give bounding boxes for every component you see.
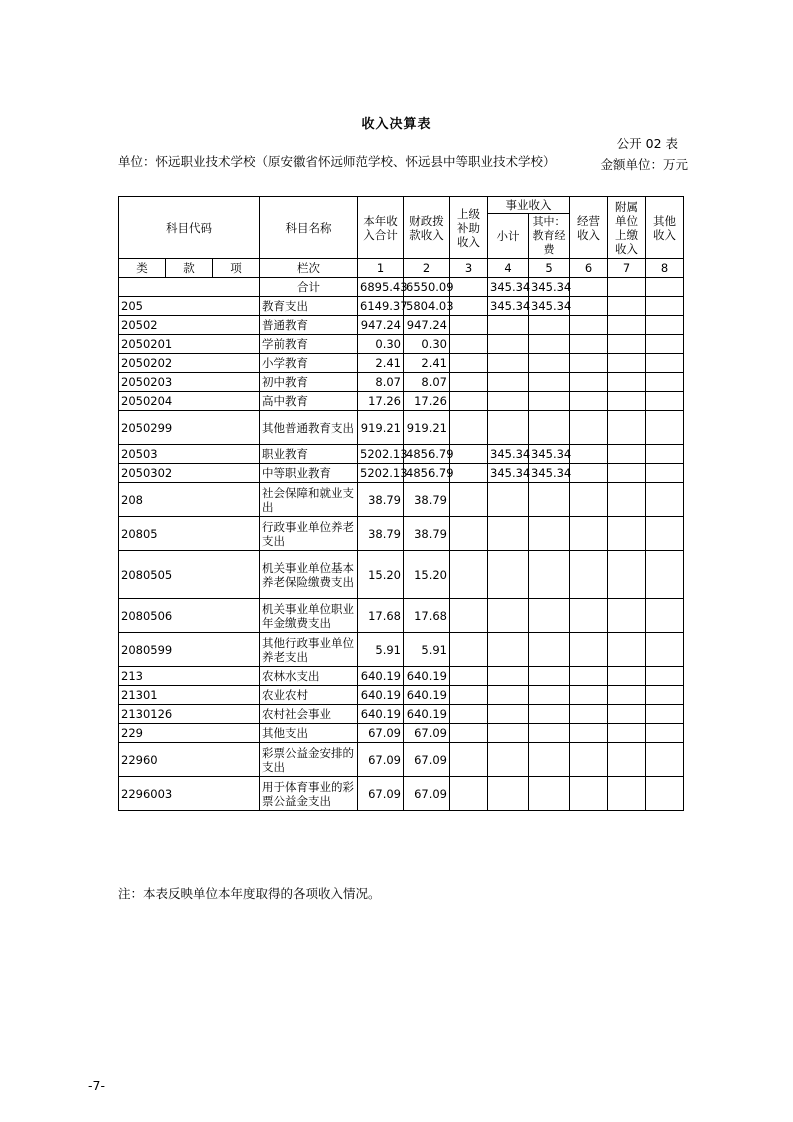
cell-other (646, 686, 684, 705)
cell-other (646, 278, 684, 297)
cell-sub (488, 686, 529, 705)
cell-subject-name: 社会保障和就业支出 (260, 483, 358, 517)
column-number: 2 (404, 259, 450, 278)
cell-edu: 345.34 (529, 445, 570, 464)
cell-total: 947.24 (358, 316, 404, 335)
cell-edu (529, 316, 570, 335)
cell-sub (488, 483, 529, 517)
cell-subject-code: 22960 (119, 743, 260, 777)
table-header-row-1 (119, 197, 684, 214)
cell-affiliated (608, 316, 646, 335)
unit-name-label: 单位：怀远职业技术学校（原安徽省怀远师范学校、怀远县中等职业技术学校） (118, 154, 556, 169)
cell-affiliated (608, 373, 646, 392)
cell-sub (488, 667, 529, 686)
cell-sub (488, 724, 529, 743)
cell-subject-name: 中等职业教育 (260, 464, 358, 483)
table-row (119, 445, 684, 464)
cell-affiliated (608, 445, 646, 464)
cell-subject-name: 行政事业单位养老支出 (260, 517, 358, 551)
column-number: 4 (488, 259, 529, 278)
cell-superior (450, 392, 488, 411)
cell-operating (570, 335, 608, 354)
table-row (119, 464, 684, 483)
page-title: 收入决算表 (361, 117, 432, 132)
cell-edu (529, 599, 570, 633)
cell-total: 5.91 (358, 633, 404, 667)
cell-edu: 345.34 (529, 464, 570, 483)
cell-fiscal: 8.07 (404, 373, 450, 392)
cell-affiliated (608, 392, 646, 411)
cell-edu (529, 724, 570, 743)
cell-other (646, 633, 684, 667)
cell-subject-code: 213 (119, 667, 260, 686)
cell-superior (450, 483, 488, 517)
table-row (119, 335, 684, 354)
cell-subject-name: 机关事业单位职业年金缴费支出 (260, 599, 358, 633)
table-row (119, 724, 684, 743)
cell-superior (450, 354, 488, 373)
header-column-label: 栏次 (260, 259, 358, 278)
cell-operating (570, 667, 608, 686)
cell-subject-code: 20503 (119, 445, 260, 464)
cell-subject-name: 农村社会事业 (260, 705, 358, 724)
page-number: -7- (88, 1078, 105, 1093)
cell-fiscal: 2.41 (404, 354, 450, 373)
cell-total: 17.68 (358, 599, 404, 633)
table-row (119, 667, 684, 686)
cell-subject-code: 20502 (119, 316, 260, 335)
cell-edu (529, 777, 570, 811)
cell-subject-code: 2050201 (119, 335, 260, 354)
cell-affiliated (608, 517, 646, 551)
cell-sub: 345.34 (488, 278, 529, 297)
cell-operating (570, 411, 608, 445)
cell-operating (570, 278, 608, 297)
cell-edu (529, 354, 570, 373)
cell-other (646, 373, 684, 392)
cell-sub (488, 633, 529, 667)
table-row (119, 686, 684, 705)
header-total: 本年收入合计 (358, 197, 404, 259)
column-number: 6 (570, 259, 608, 278)
cell-total: 919.21 (358, 411, 404, 445)
cell-superior (450, 411, 488, 445)
header-other: 其他收入 (646, 197, 684, 259)
cell-fiscal: 15.20 (404, 551, 450, 599)
cell-fiscal: 5.91 (404, 633, 450, 667)
cell-edu (529, 686, 570, 705)
cell-subject-name: 农林水支出 (260, 667, 358, 686)
column-number: 5 (529, 259, 570, 278)
cell-operating (570, 686, 608, 705)
cell-superior (450, 724, 488, 743)
cell-superior (450, 705, 488, 724)
cell-other (646, 464, 684, 483)
cell-edu (529, 373, 570, 392)
cell-other (646, 297, 684, 316)
cell-total: 5202.13 (358, 445, 404, 464)
cell-other (646, 354, 684, 373)
cell-fiscal: 640.19 (404, 686, 450, 705)
table-note: 注：本表反映单位本年度取得的各项收入情况。 (118, 886, 381, 901)
table-row (119, 411, 684, 445)
cell-sub (488, 411, 529, 445)
table-row (119, 517, 684, 551)
cell-edu (529, 551, 570, 599)
cell-operating (570, 392, 608, 411)
cell-operating (570, 445, 608, 464)
cell-superior (450, 667, 488, 686)
cell-fiscal: 919.21 (404, 411, 450, 445)
cell-subject-code: 2130126 (119, 705, 260, 724)
cell-total: 67.09 (358, 743, 404, 777)
cell-subject-code: 21301 (119, 686, 260, 705)
cell-total: 67.09 (358, 724, 404, 743)
column-number: 3 (450, 259, 488, 278)
cell-fiscal: 0.30 (404, 335, 450, 354)
cell-operating (570, 297, 608, 316)
cell-other (646, 483, 684, 517)
column-number: 7 (608, 259, 646, 278)
cell-total: 15.20 (358, 551, 404, 599)
cell-sub (488, 316, 529, 335)
cell-subject-code: 229 (119, 724, 260, 743)
cell-other (646, 777, 684, 811)
cell-edu (529, 705, 570, 724)
table-row (119, 743, 684, 777)
cell-operating (570, 483, 608, 517)
cell-fiscal: 5804.03 (404, 297, 450, 316)
cell-fiscal: 640.19 (404, 667, 450, 686)
cell-other (646, 667, 684, 686)
cell-affiliated (608, 464, 646, 483)
cell-fiscal: 640.19 (404, 705, 450, 724)
cell-subject-name: 用于体育事业的彩票公益金支出 (260, 777, 358, 811)
cell-other (646, 517, 684, 551)
cell-operating (570, 316, 608, 335)
header-business-income: 事业收入 (488, 197, 570, 214)
cell-sub: 345.34 (488, 445, 529, 464)
cell-subject-code: 2050203 (119, 373, 260, 392)
header-fiscal: 财政拨款收入 (404, 197, 450, 259)
header-class: 类 (119, 259, 166, 278)
cell-sub (488, 517, 529, 551)
cell-affiliated (608, 297, 646, 316)
cell-superior (450, 335, 488, 354)
cell-other (646, 599, 684, 633)
cell-affiliated (608, 483, 646, 517)
cell-superior (450, 445, 488, 464)
cell-fiscal: 947.24 (404, 316, 450, 335)
cell-total: 38.79 (358, 483, 404, 517)
cell-fiscal: 67.09 (404, 724, 450, 743)
header-item: 项 (213, 259, 260, 278)
cell-total: 8.07 (358, 373, 404, 392)
cell-subject-name: 其他普通教育支出 (260, 411, 358, 445)
table-row (119, 392, 684, 411)
cell-total: 38.79 (358, 517, 404, 551)
cell-subject-name: 其他支出 (260, 724, 358, 743)
cell-affiliated (608, 551, 646, 599)
cell-fiscal: 67.09 (404, 743, 450, 777)
cell-total: 640.19 (358, 686, 404, 705)
cell-affiliated (608, 411, 646, 445)
table-row (119, 297, 684, 316)
cell-other (646, 335, 684, 354)
cell-sub (488, 373, 529, 392)
cell-subject-code: 2050204 (119, 392, 260, 411)
cell-fiscal: 6550.09 (404, 278, 450, 297)
cell-sub (488, 743, 529, 777)
cell-affiliated (608, 354, 646, 373)
cell-subject-name: 彩票公益金安排的支出 (260, 743, 358, 777)
cell-fiscal: 38.79 (404, 517, 450, 551)
cell-fiscal: 4856.79 (404, 445, 450, 464)
cell-sub: 345.34 (488, 297, 529, 316)
cell-affiliated (608, 335, 646, 354)
cell-affiliated (608, 777, 646, 811)
cell-subject-code: 2050202 (119, 354, 260, 373)
cell-subject-code: 2050299 (119, 411, 260, 445)
cell-subject-code: 2296003 (119, 777, 260, 811)
cell-superior (450, 297, 488, 316)
cell-total: 640.19 (358, 705, 404, 724)
cell-superior (450, 278, 488, 297)
cell-affiliated (608, 667, 646, 686)
table-row (119, 599, 684, 633)
cell-subject-name: 教育支出 (260, 297, 358, 316)
cell-edu (529, 633, 570, 667)
cell-total: 6149.37 (358, 297, 404, 316)
table-row (119, 551, 684, 599)
cell-superior (450, 517, 488, 551)
cell-sub (488, 551, 529, 599)
cell-subject-name: 合计 (260, 278, 358, 297)
cell-superior (450, 316, 488, 335)
cell-edu (529, 335, 570, 354)
table-row (119, 483, 684, 517)
header-section: 款 (166, 259, 213, 278)
header-code-group: 科目代码 (119, 197, 260, 259)
cell-superior (450, 633, 488, 667)
cell-superior (450, 686, 488, 705)
cell-operating (570, 464, 608, 483)
cell-total: 2.41 (358, 354, 404, 373)
table-row (119, 278, 684, 297)
table-row (119, 373, 684, 392)
table-row (119, 705, 684, 724)
cell-superior (450, 464, 488, 483)
cell-other (646, 316, 684, 335)
cell-edu (529, 743, 570, 777)
cell-superior (450, 743, 488, 777)
header-business-edu: 其中：教育经费 (529, 214, 570, 259)
table-header-row-3 (119, 259, 684, 278)
cell-total: 640.19 (358, 667, 404, 686)
cell-operating (570, 354, 608, 373)
cell-subject-code: 208 (119, 483, 260, 517)
cell-total: 0.30 (358, 335, 404, 354)
cell-operating (570, 599, 608, 633)
cell-sub (488, 335, 529, 354)
column-number: 1 (358, 259, 404, 278)
revenue-final-accounts-table (118, 196, 684, 811)
cell-sub (488, 705, 529, 724)
cell-other (646, 445, 684, 464)
table-body (119, 278, 684, 811)
cell-operating (570, 724, 608, 743)
cell-subject-name: 高中教育 (260, 392, 358, 411)
header-affiliated: 附属单位上缴收入 (608, 197, 646, 259)
cell-total: 67.09 (358, 777, 404, 811)
cell-subject-code (119, 278, 260, 297)
cell-other (646, 551, 684, 599)
header-business-sub: 小计 (488, 214, 529, 259)
table-row (119, 316, 684, 335)
cell-subject-code: 20805 (119, 517, 260, 551)
cell-subject-name: 学前教育 (260, 335, 358, 354)
header-operating: 经营收入 (570, 197, 608, 259)
cell-fiscal: 67.09 (404, 777, 450, 811)
cell-fiscal: 4856.79 (404, 464, 450, 483)
cell-superior (450, 777, 488, 811)
cell-edu (529, 517, 570, 551)
cell-other (646, 411, 684, 445)
cell-affiliated (608, 633, 646, 667)
cell-superior (450, 599, 488, 633)
cell-edu (529, 483, 570, 517)
cell-affiliated (608, 705, 646, 724)
cell-subject-code: 2080505 (119, 551, 260, 599)
cell-edu (529, 392, 570, 411)
cell-superior (450, 551, 488, 599)
cell-sub (488, 777, 529, 811)
table-row (119, 354, 684, 373)
cell-sub (488, 599, 529, 633)
cell-total: 5202.13 (358, 464, 404, 483)
cell-subject-name: 职业教育 (260, 445, 358, 464)
cell-subject-code: 2080599 (119, 633, 260, 667)
cell-affiliated (608, 724, 646, 743)
cell-fiscal: 17.26 (404, 392, 450, 411)
cell-subject-name: 其他行政事业单位养老支出 (260, 633, 358, 667)
cell-operating (570, 633, 608, 667)
cell-operating (570, 517, 608, 551)
cell-affiliated (608, 599, 646, 633)
cell-edu: 345.34 (529, 278, 570, 297)
column-number: 8 (646, 259, 684, 278)
cell-fiscal: 17.68 (404, 599, 450, 633)
cell-subject-name: 机关事业单位基本养老保险缴费支出 (260, 551, 358, 599)
cell-sub (488, 354, 529, 373)
cell-subject-code: 2050302 (119, 464, 260, 483)
cell-other (646, 392, 684, 411)
cell-total: 17.26 (358, 392, 404, 411)
cell-operating (570, 743, 608, 777)
cell-subject-code: 205 (119, 297, 260, 316)
header-superior: 上级补助收入 (450, 197, 488, 259)
cell-subject-name: 小学教育 (260, 354, 358, 373)
cell-operating (570, 373, 608, 392)
table-row (119, 777, 684, 811)
cell-affiliated (608, 686, 646, 705)
cell-total: 6895.43 (358, 278, 404, 297)
cell-edu (529, 411, 570, 445)
cell-other (646, 705, 684, 724)
cell-affiliated (608, 743, 646, 777)
cell-subject-name: 初中教育 (260, 373, 358, 392)
cell-sub (488, 392, 529, 411)
cell-superior (450, 373, 488, 392)
cell-edu: 345.34 (529, 297, 570, 316)
amount-unit-label: 金额单位：万元 (600, 157, 688, 172)
cell-operating (570, 777, 608, 811)
cell-other (646, 743, 684, 777)
cell-affiliated (608, 278, 646, 297)
table-row (119, 633, 684, 667)
cell-subject-name: 普通教育 (260, 316, 358, 335)
cell-other (646, 724, 684, 743)
header-name: 科目名称 (260, 197, 358, 259)
cell-edu (529, 667, 570, 686)
cell-fiscal: 38.79 (404, 483, 450, 517)
cell-subject-code: 2080506 (119, 599, 260, 633)
cell-sub: 345.34 (488, 464, 529, 483)
cell-operating (570, 551, 608, 599)
form-code-label: 公开 02 表 (616, 136, 678, 151)
cell-operating (570, 705, 608, 724)
cell-subject-name: 农业农村 (260, 686, 358, 705)
